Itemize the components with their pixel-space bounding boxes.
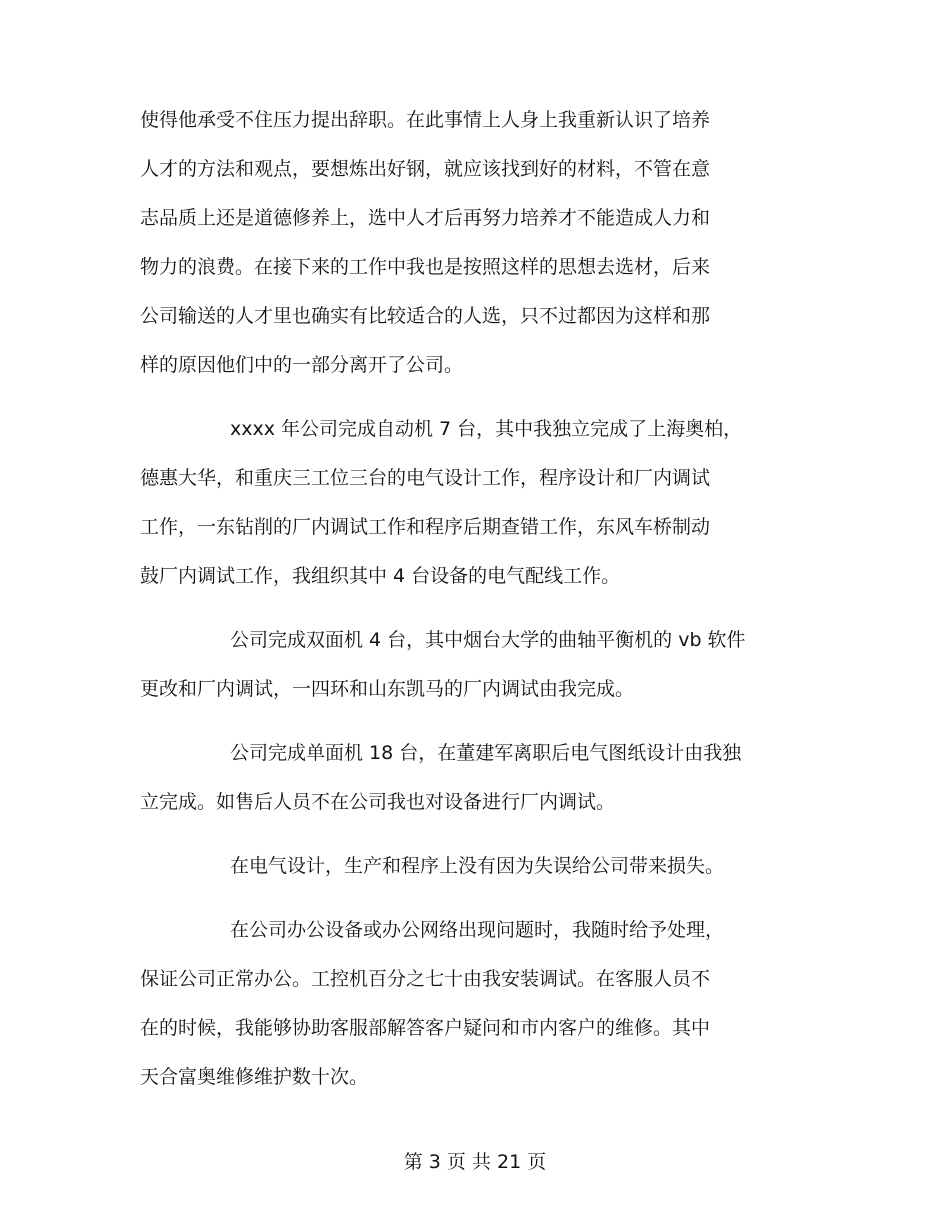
text-line: 保证公司正常办公。工控机百分之七十由我安装调试。在客服人员不 xyxy=(140,968,711,990)
text-line: 工作，一东钻削的厂内调试工作和程序后期查错工作，东风车桥制动 xyxy=(140,516,711,538)
text-line: 公司完成单面机 18 台，在董建军离职后电气图纸设计由我独 xyxy=(230,742,742,764)
text-line: 志品质上还是道德修养上，选中人才后再努力培养才不能造成人力和 xyxy=(140,207,711,229)
paragraph-5 xyxy=(140,854,820,878)
text-line: 使得他承受不住压力提出辞职。在此事情上人身上我重新认识了培养 xyxy=(140,109,711,131)
text-line: 样的原因他们中的一部分离开了公司。 xyxy=(140,354,464,376)
text-line: 物力的浪费。在接下来的工作中我也是按照这样的思想去选材，后来 xyxy=(140,256,711,278)
text-line: 人才的方法和观点，要想炼出好钢，就应该找到好的材料，不管在意 xyxy=(140,158,711,180)
text-line: 在的时候，我能够协助客服部解答客户疑问和市内客户的维修。其中 xyxy=(140,1017,711,1039)
text-line: 在电气设计，生产和程序上没有因为失误给公司带来损失。 xyxy=(230,855,725,877)
text-line: 在公司办公设备或办公网络出现问题时，我随时给予处理， xyxy=(230,919,725,941)
text-line: 鼓厂内调试工作，我组织其中 4 台设备的电气配线工作。 xyxy=(140,565,621,587)
text-line: 立完成。如售后人员不在公司我也对设备进行厂内调试。 xyxy=(140,791,616,813)
page-number-footer: 第 3 页 共 21 页 xyxy=(403,1151,547,1173)
text-line: 德惠大华，和重庆三工位三台的电气设计工作，程序设计和厂内调试 xyxy=(140,467,711,489)
text-line: 公司输送的人才里也确实有比较适合的人选，只不过都因为这样和那 xyxy=(140,305,711,327)
text-line: 天合富奥维修维护数十次。 xyxy=(140,1066,369,1088)
paragraph-1 xyxy=(140,108,820,377)
text-line: 公司完成双面机 4 台，其中烟台大学的曲轴平衡机的 vb 软件 xyxy=(230,629,746,651)
paragraph-6 xyxy=(140,918,820,1089)
document-body xyxy=(140,108,820,1114)
text-line: xxxx 年公司完成自动机 7 台，其中我独立完成了上海奥柏， xyxy=(230,418,743,440)
paragraph-4 xyxy=(140,741,820,814)
paragraph-2 xyxy=(140,417,820,588)
paragraph-3 xyxy=(140,628,820,701)
text-line: 更改和厂内调试，一四环和山东凯马的厂内调试由我完成。 xyxy=(140,678,635,700)
